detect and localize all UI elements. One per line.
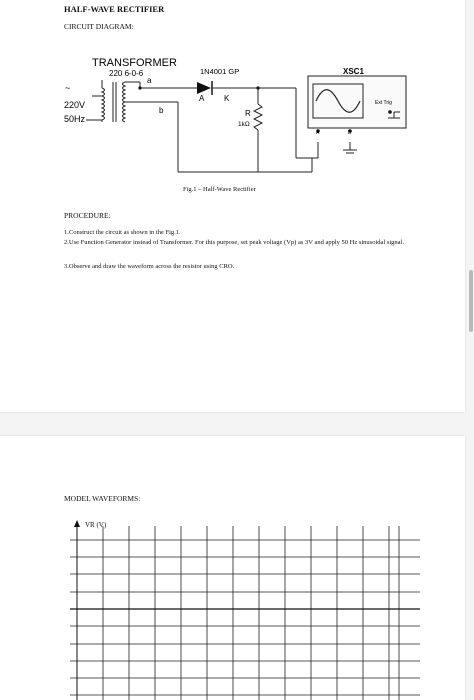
node-a-label: a	[147, 76, 152, 85]
procedure-step-2: 2.Use Function Generator instead of Transformer. For this purpose, set peak voltage (Vp) as 3V and apply 50 Hz sinusoidal signal.	[64, 239, 404, 246]
scope-ext-trig: Ext Trig	[375, 100, 392, 106]
axis-label-vr: VR (V)	[85, 521, 107, 529]
diode-cathode-label: K	[224, 94, 230, 103]
resistor-value: 1kΩ	[238, 121, 250, 128]
source-frequency: 50Hz	[64, 114, 86, 124]
circuit-diagram	[0, 0, 465, 190]
scope-name: XSC1	[343, 67, 364, 76]
transformer-ratio: 220 6-0-6	[109, 69, 144, 78]
procedure-heading: PROCEDURE:	[64, 211, 111, 220]
y-axis-arrow	[74, 520, 80, 527]
procedure-step-1: 1.Construct the circuit as shown in the Fig.1.	[64, 229, 181, 236]
waveform-grid	[0, 436, 465, 700]
source-symbol: ~	[65, 83, 71, 93]
page-title: HALF-WAVE RECTIFIER	[64, 4, 165, 14]
resistor-name: R	[245, 109, 251, 118]
scope-channel-b: B	[348, 130, 352, 136]
source-voltage: 220V	[64, 100, 86, 110]
procedure-step-3: 3.Observe and draw the waveform across the resistor using CRO.	[64, 263, 235, 270]
scope-channel-a: A	[316, 130, 320, 136]
node-b-label: b	[159, 106, 164, 115]
transformer-label: TRANSFORMER	[92, 57, 177, 69]
scrollbar-thumb[interactable]	[469, 270, 473, 332]
diode-label: 1N4001 GP	[200, 67, 240, 76]
document-page-2	[0, 436, 465, 700]
diode-anode-label: A	[199, 94, 205, 103]
circuit-diagram-heading: CIRCUIT DIAGRAM:	[64, 22, 134, 31]
figure-caption: Fig.1 – Half-Wave Rectifier	[183, 186, 256, 193]
model-waveforms-heading: MODEL WAVEFORMS:	[64, 494, 141, 503]
